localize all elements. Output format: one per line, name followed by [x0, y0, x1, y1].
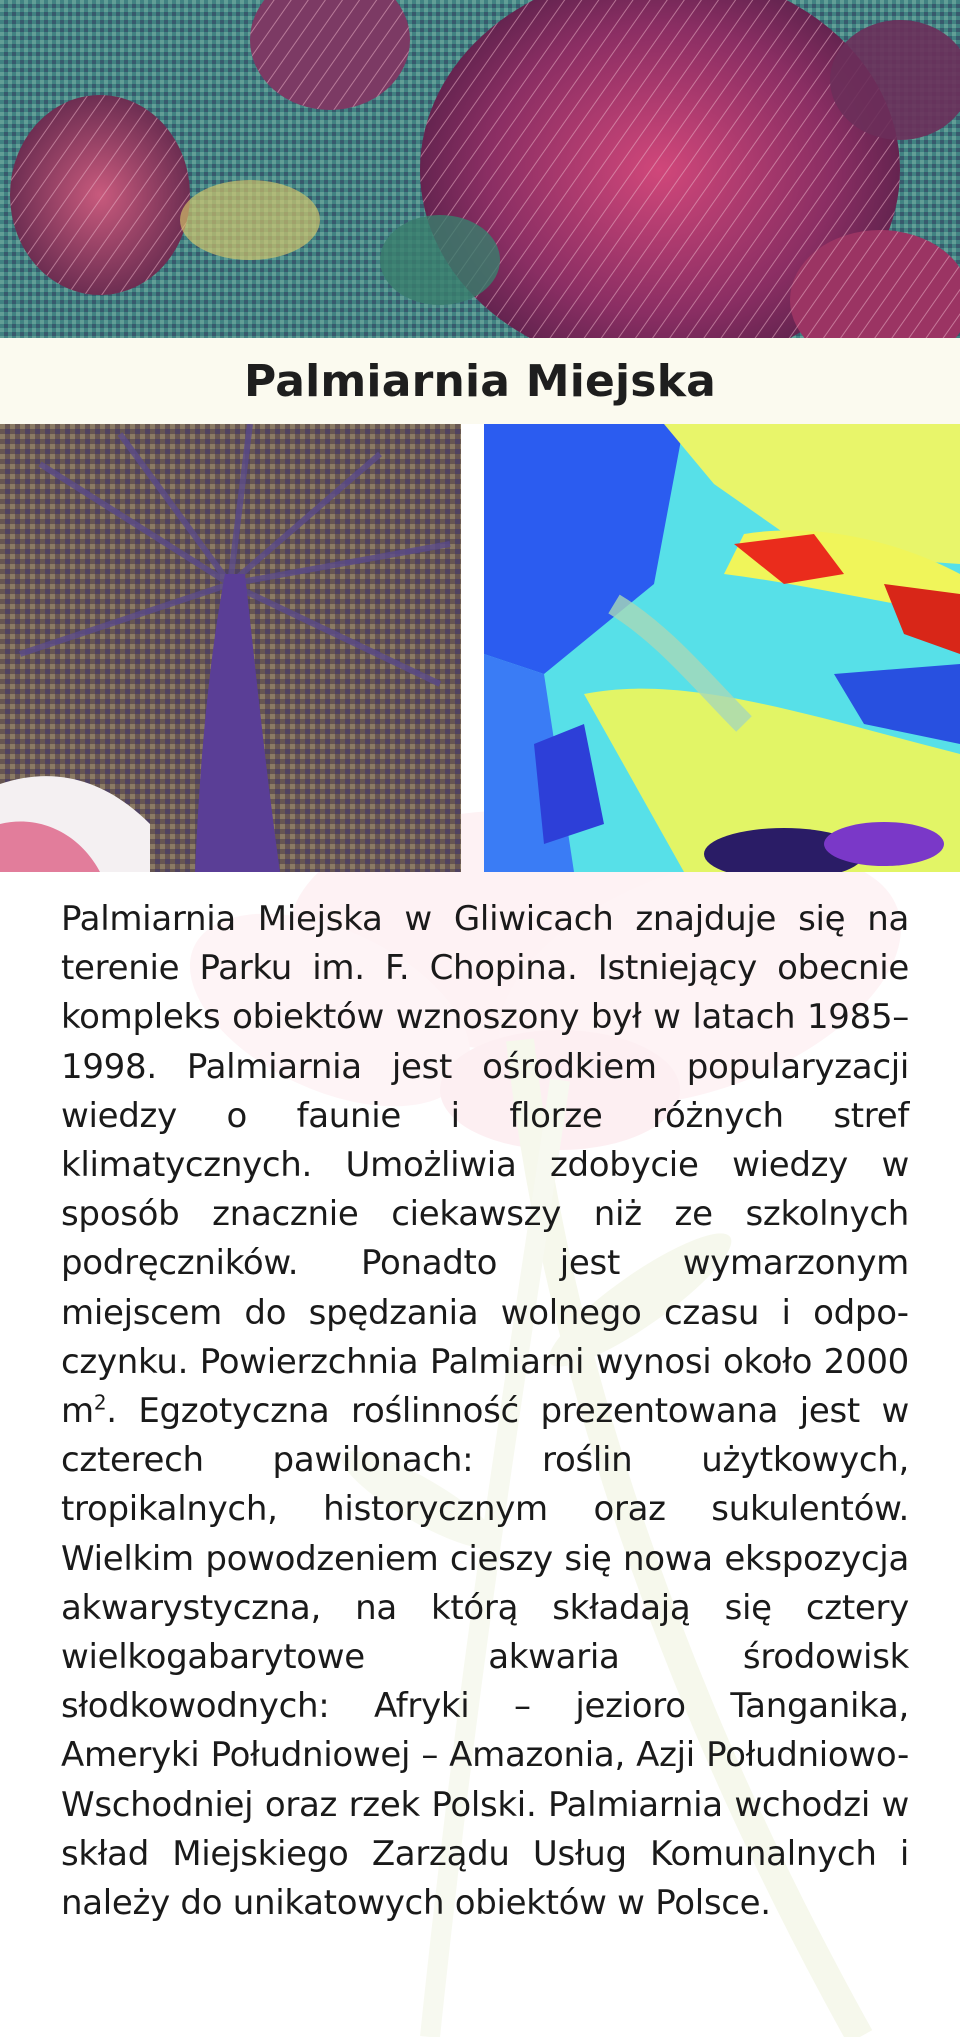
- page-title: Palmiarnia Miejska: [243, 355, 717, 407]
- article-text-part1: Palmiarnia Miejska w Gliwicach znajduje się na terenie Parku im. F. Chopina. Istniejący obecnie kompleks obiektów wznoszony był w latach 1985–1998. Palmiarnia jest ośrodkiem popularyzacji wiedzy o faunie i florze różnych stref klimatycznych. Umożliwia zdobycie wiedzy w sposób znacznie ciekawszy niż ze szkolnych podręczników. Ponadto jest wymarzonym miejscem do spędzania wolnego czasu i odpoczynku. Powierzchnia Palmiarni wynosi około 2000 m: [61, 899, 909, 1432]
- cactus-photo: [0, 0, 960, 338]
- title-strip: [0, 338, 960, 424]
- aquarium-photo: [484, 424, 960, 872]
- palm-tree-photo: [0, 424, 461, 872]
- article-text-part2: . Egzotyczna roślinność prezentowana jest w czterech pawilonach: roślin użytkowych, tropikalnych, historycznym oraz sukulentów. Wielkim powodzeniem cieszy się nowa ekspozycja akwarystyczna, na którą składają się cztery wielkogabarytowe akwaria środowisk słodkowodnych: Afryki – jezioro Tanganika, Ameryki Południowej – Amazonia, Azji Południowo-Wschodniej oraz rzek Polski. Palmiarnia wchodzi w skład Miejskiego Zarządu Usług Komunalnych i należy do unikatowych obiektów w Polsce.: [61, 1391, 909, 1924]
- article-text: [61, 895, 909, 1928]
- area-unit-superscript: 2: [93, 1390, 107, 1415]
